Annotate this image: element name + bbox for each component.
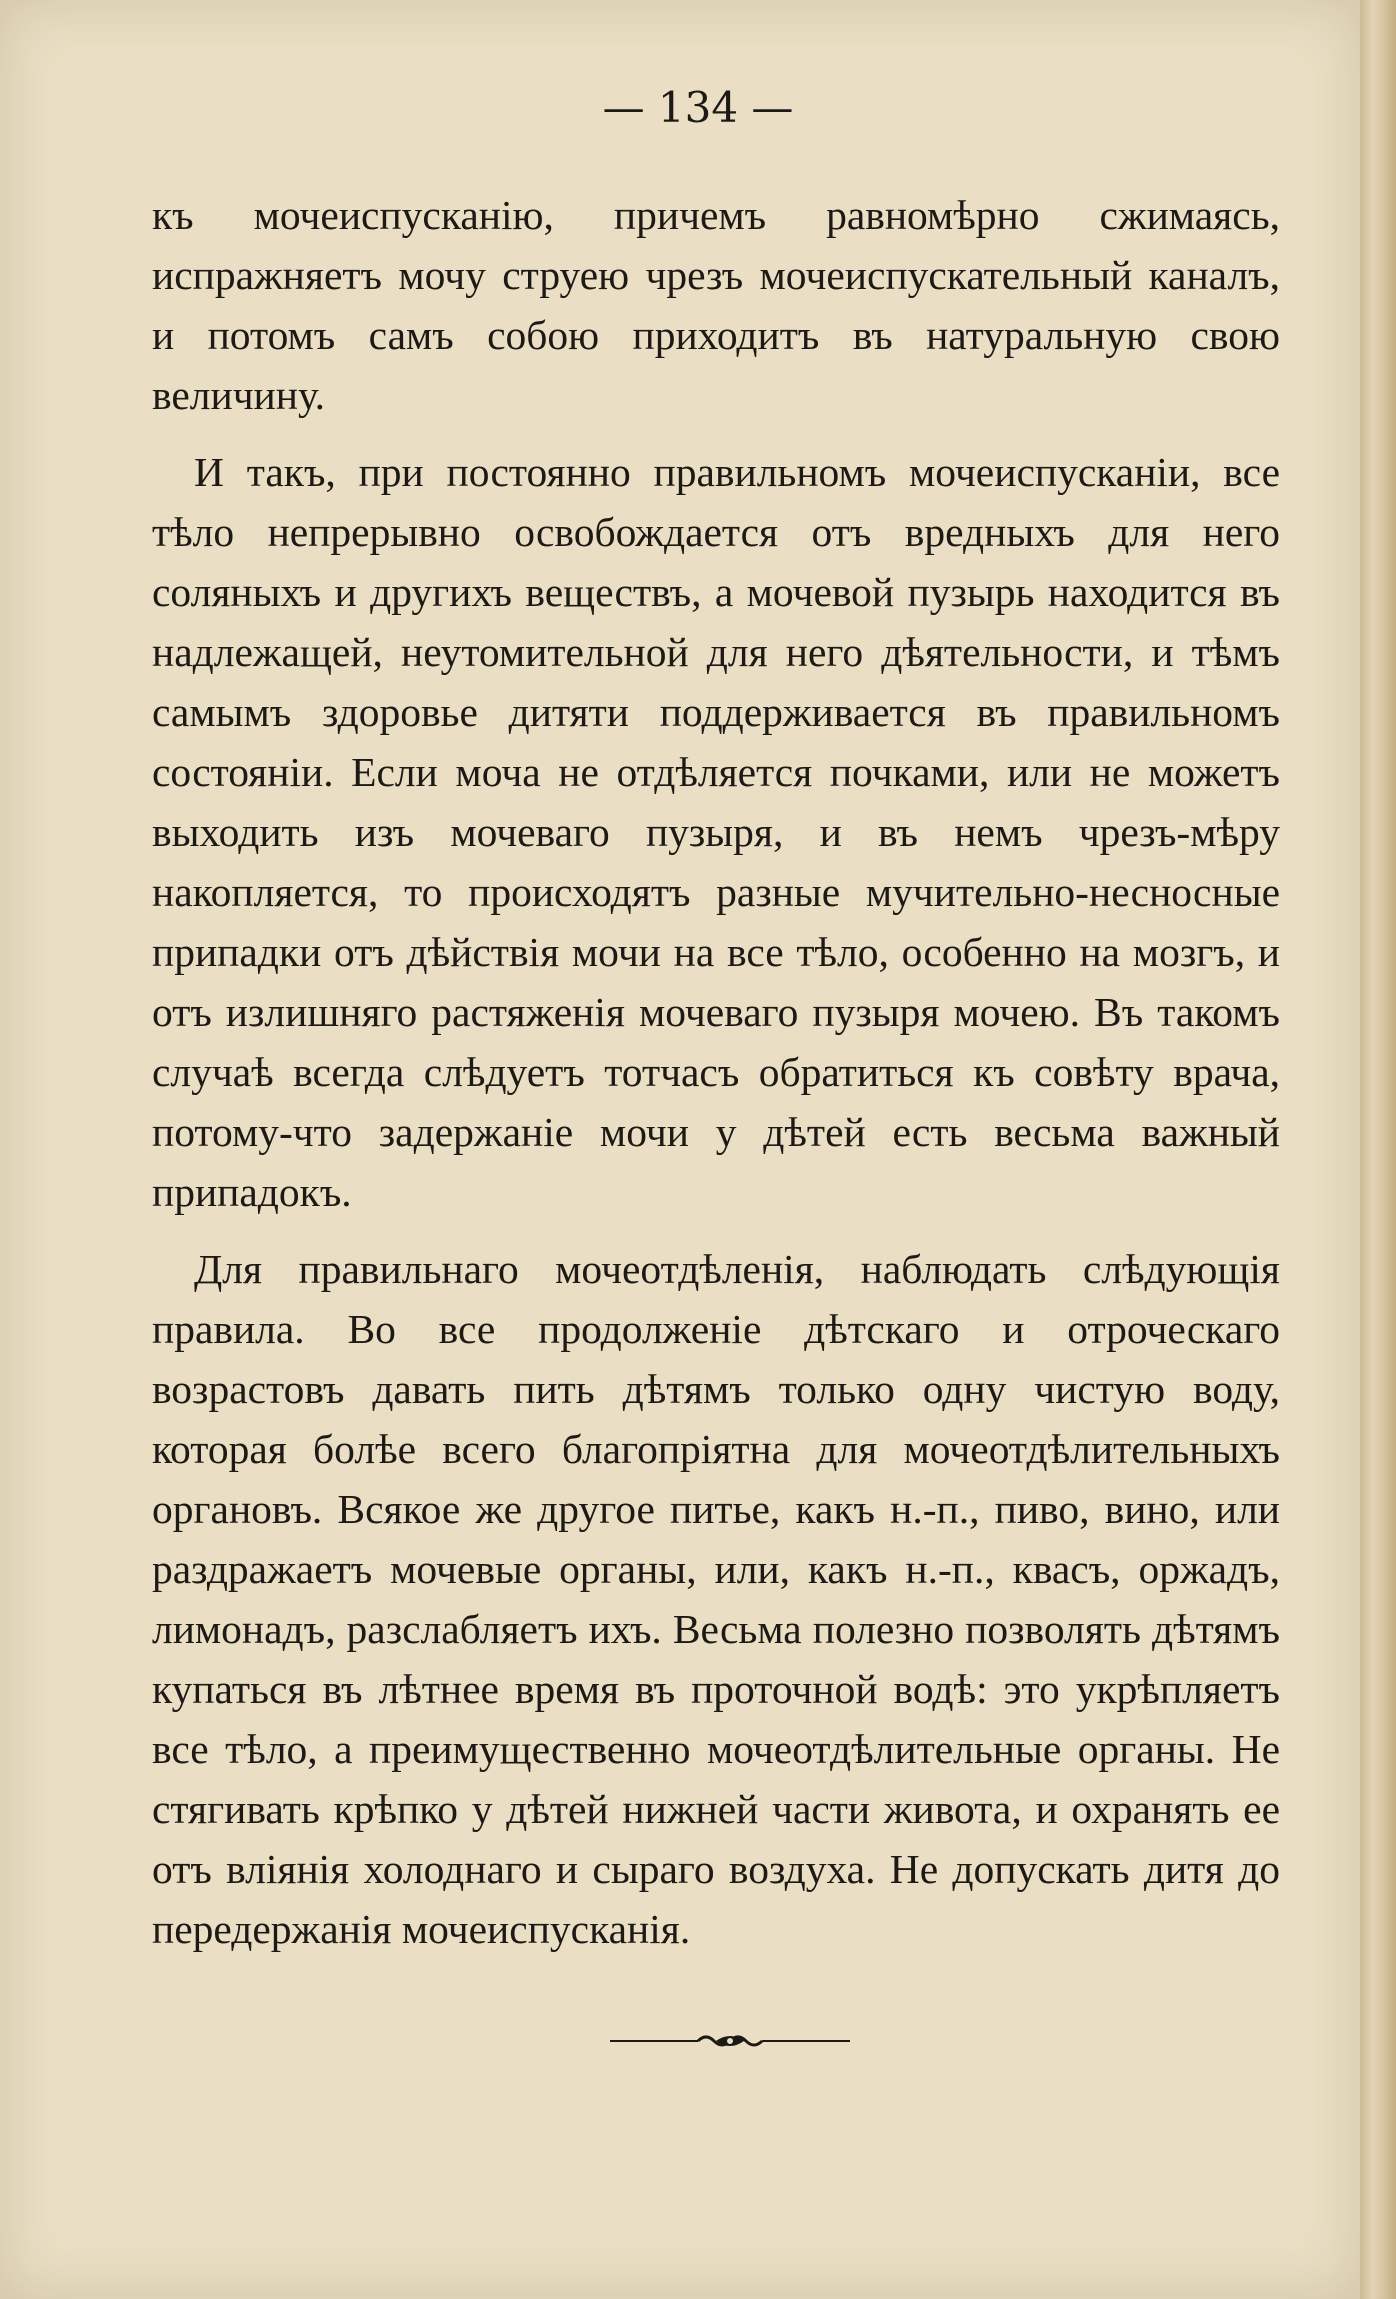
page-body — [152, 185, 1280, 1959]
paragraph-continued: къ мочеиспусканію, причемъ равномѣрно сжимаясь, испражняетъ мочу струею чрезъ мочеиспускательный каналъ, и потомъ самъ собою приходитъ въ натуральную свою величину. — [152, 192, 1280, 418]
page-number: — 134 — — [602, 83, 794, 132]
page-edge — [1360, 0, 1396, 2299]
paragraph-urination: И такъ, при постоянно правильномъ мочеиспусканіи, все тѣло непрерывно освобождается отъ вредныхъ для него соляныхъ и другихъ веществъ, а мочевой пузырь находится въ надлежащей, неутомительной для него дѣятельности, и тѣмъ самымъ здоровье дитяти поддерживается въ правильномъ состояніи. Если моча не отдѣляется почками, или не можетъ выходить изъ мочеваго пузыря, и въ немъ чрезъ-мѣру накопляется, то происходятъ разные мучительно-несносные припадки отъ дѣйствія мочи на все тѣло, особенно на мозгъ, и отъ излишняго растяженія мочеваго пузыря мочею. Въ такомъ случаѣ всегда слѣдуетъ тотчасъ обратиться къ совѣту врача, потому-что задержаніе мочи у дѣтей есть весьма важный припадокъ. — [152, 449, 1280, 1215]
tailpiece-flourish-icon — [610, 2028, 850, 2052]
paragraph-rules: Для правильнаго мочеотдѣленія, наблюдать слѣдующія правила. Во все продолженіе дѣтскаго и отроческаго возрастовъ давать пить дѣтямъ только одну чистую воду, которая болѣе всего благопріятна для мочеотдѣлительныхъ органовъ. Всякое же другое питье, какъ н.-п., пиво, вино, или раздражаетъ мочевые органы, или, какъ н.-п., квасъ, оржадъ, лимонадъ, разслабляетъ ихъ. Весьма полезно позволять дѣтямъ купаться въ лѣтнее время въ проточной водѣ: это укрѣпляетъ все тѣло, а преимущественно мочеотдѣлительные органы. Не стягивать крѣпко у дѣтей нижней части живота, и охранять ее отъ вліянія холоднаго и сыраго воздуха. Не допускать дитя до передержанія мочеиспусканія. — [152, 1246, 1280, 1952]
